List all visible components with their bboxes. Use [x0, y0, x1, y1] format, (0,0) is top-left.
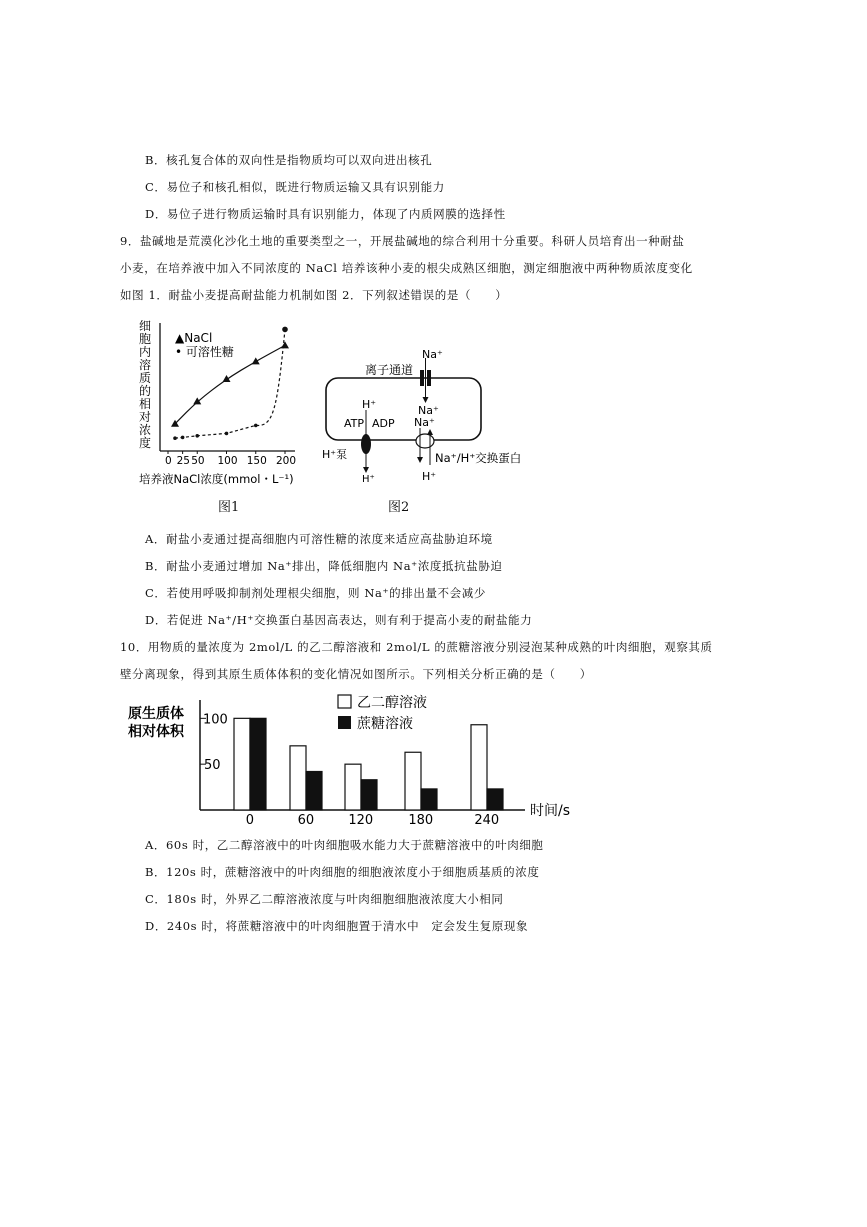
exchanger-shape: [416, 434, 434, 448]
bar-sucrose: [421, 789, 437, 810]
bar-ethylene-glycol: [405, 752, 421, 810]
h-pump-label: H⁺泵: [322, 448, 348, 461]
adp-label: ADP: [372, 417, 395, 430]
legend-ethylene-glycol: 乙二醇溶液: [357, 695, 427, 711]
fig1-x-label: 培养液NaCl浓度(mmol・L⁻¹): [139, 472, 294, 486]
q8-option-d: D．易位子进行物质运输时具有识别能力，体现了内质网膜的选择性: [145, 207, 506, 221]
fig1-y-label-char: 对: [139, 410, 152, 424]
q8-option-b: B．核孔复合体的双向性是指物质均可以双向进出核孔: [145, 153, 433, 167]
h-inside-label: H⁺: [362, 398, 377, 411]
fig1-sugar-point: [173, 436, 177, 440]
ion-channel-left: [420, 370, 424, 386]
q10-option-a: A．60s 时，乙二醇溶液中的叶肉细胞吸水能力大于蔗糖溶液中的叶肉细胞: [145, 838, 544, 852]
q9-option-d: D．若促进 Na⁺/H⁺交换蛋白基因高表达，则有利于提高小麦的耐盐能力: [145, 613, 533, 627]
fig1-y-label-char: 的: [139, 384, 152, 398]
fig1-y-label-char: 质: [139, 371, 152, 385]
bar-sucrose: [487, 789, 503, 810]
fig1-y-label-char: 细: [139, 319, 152, 333]
fig1-x-tick-label: 200: [276, 455, 297, 467]
q10-option-b: B．120s 时，蔗糖溶液中的叶肉细胞的细胞液浓度小于细胞质基质的浓度: [145, 865, 540, 879]
q9-option-b: B．耐盐小麦通过增加 Na⁺排出，降低细胞内 Na⁺浓度抵抗盐胁迫: [145, 559, 503, 573]
q9-stem-line3: 如图 1．耐盐小麦提高耐盐能力机制如图 2．下列叙述错误的是（ ）: [120, 288, 508, 302]
ion-channel-right: [427, 370, 431, 386]
ion-channel-label: 离子通道: [365, 363, 414, 377]
figure-2-diagram: [318, 340, 548, 488]
fig1-legend-sugar: • 可溶性糖: [175, 345, 234, 359]
legend-sucrose-swatch: [338, 716, 351, 729]
q9-option-c: C．若使用呼吸抑制剂处理根尖细胞，则 Na⁺的排出量不会减少: [145, 586, 486, 600]
h-outside-left-label: H⁺: [362, 474, 375, 485]
q9-stem-line2: 小麦，在培养液中加入不同浓度的 NaCl 培养该种小麦的根尖成熟区细胞，测定细胞液中两种物质浓度变化: [120, 261, 693, 275]
fig1-x-tick-label: 150: [246, 455, 267, 467]
bar-ethylene-glycol: [290, 746, 306, 810]
figure-1-caption: 图1: [218, 500, 240, 515]
bar-sucrose: [361, 780, 377, 810]
bar-x-label: 时间/s: [530, 803, 571, 819]
fig1-y-label-char: 溶: [139, 358, 152, 372]
fig1-sugar-point: [181, 436, 185, 440]
fig1-x-tick-label: 50: [191, 455, 205, 467]
bar-x-tick-label: 180: [408, 813, 434, 828]
fig1-sugar-point: [195, 434, 199, 438]
bar-y-tick-label: 50: [204, 758, 221, 774]
fig1-y-label-char: 度: [139, 436, 152, 450]
legend-ethylene-glycol-swatch: [338, 695, 351, 708]
bar-x-tick-label: 0: [245, 813, 255, 828]
fig1-x-tick-label: 25: [176, 455, 190, 467]
atp-label: ATP: [344, 417, 365, 430]
cell-membrane: [326, 378, 481, 440]
exchanger-label: Na⁺/H⁺交换蛋白: [435, 451, 522, 465]
bar-ethylene-glycol: [345, 764, 361, 810]
fig1-nacl-point: [193, 397, 201, 404]
legend-sucrose: 蔗糖溶液: [357, 716, 413, 732]
q9-stem-line1: 9．盐碱地是荒漠化沙化土地的重要类型之一，开展盐碱地的综合利用十分重要。科研人员培育出一种耐盐: [120, 234, 685, 248]
bar-ethylene-glycol: [234, 718, 250, 810]
bar-y-tick-label: 100: [203, 712, 228, 728]
q10-stem-line2: 壁分离现象，得到其原生质体体积的变化情况如图所示。下列相关分析正确的是（ ）: [120, 667, 592, 681]
figure-2-caption: 图2: [388, 500, 410, 515]
fig1-x-tick-label: 0: [165, 455, 172, 467]
fig1-nacl-point: [252, 357, 260, 364]
h-outside-right-label: H⁺: [422, 470, 437, 483]
fig1-sugar-point: [225, 432, 229, 436]
figure-1-chart: [135, 318, 310, 493]
fig1-y-label-char: 相: [139, 397, 152, 411]
bar-sucrose: [306, 772, 322, 811]
fig1-sugar-point: [254, 424, 258, 428]
q10-stem-line1: 10．用物质的量浓度为 2mol/L 的乙二醇溶液和 2mol/L 的蔗糖溶液分别浸泡某种成熟的叶肉细胞，观察其质: [120, 640, 713, 654]
q8-option-c: C．易位子和核孔相似，既进行物质运输又具有识别能力: [145, 180, 445, 194]
q10-option-c: C．180s 时，外界乙二醇溶液浓度与叶肉细胞细胞液浓度大小相同: [145, 892, 504, 906]
bar-ethylene-glycol: [471, 725, 487, 810]
bar-x-tick-label: 60: [297, 813, 315, 828]
bar-x-tick-label: 120: [348, 813, 374, 828]
na-exchanger-label: Na⁺: [414, 416, 435, 429]
q9-option-a: A．耐盐小麦通过提高细胞内可溶性糖的浓度来适应高盐胁迫环境: [145, 532, 493, 546]
bar-y-label-1: 原生质体: [128, 706, 184, 722]
na-outside-label: Na⁺: [422, 348, 443, 361]
fig1-sugar-point: [282, 327, 288, 333]
fig1-y-label-char: 浓: [139, 423, 152, 437]
fig1-nacl-point: [281, 341, 289, 348]
fig1-y-label-char: 内: [139, 345, 152, 359]
figure-3-bar-chart: [120, 690, 600, 830]
fig1-y-label-char: 胞: [139, 332, 152, 346]
bar-x-tick-label: 240: [474, 813, 500, 828]
q10-option-d: D．240s 时，将蔗糖溶液中的叶肉细胞置于清水中 定会发生复原现象: [145, 919, 529, 933]
fig1-nacl-point: [223, 375, 231, 382]
na-inside-label: Na⁺: [418, 404, 439, 417]
fig1-legend-nacl: ▲NaCl: [175, 331, 213, 345]
fig1-x-tick-label: 100: [217, 455, 238, 467]
bar-sucrose: [250, 718, 266, 810]
bar-y-label-2: 相对体积: [128, 724, 184, 740]
